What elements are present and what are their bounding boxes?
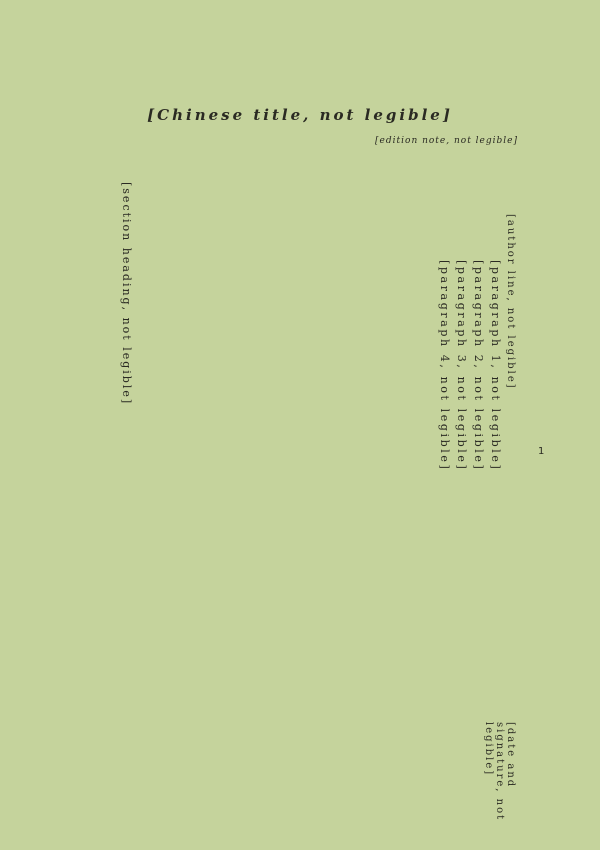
page-number: 1 [538,446,545,457]
author-line: [author line, not legible] [505,214,516,390]
document-title: [Chinese title, not legible] [147,106,453,124]
edition-note: [edition note, not legible] [375,136,518,146]
preface-body [104,238,504,678]
paragraph: [paragraph 1, not legible] [489,260,502,472]
paragraph: [paragraph 4, not legible] [438,260,451,472]
paragraph: [paragraph 2, not legible] [472,260,485,472]
date-signature: [date and signature, not legible] [483,722,516,822]
section-heading: [section heading, not legible] [120,182,133,406]
paragraph: [paragraph 3, not legible] [455,260,468,472]
